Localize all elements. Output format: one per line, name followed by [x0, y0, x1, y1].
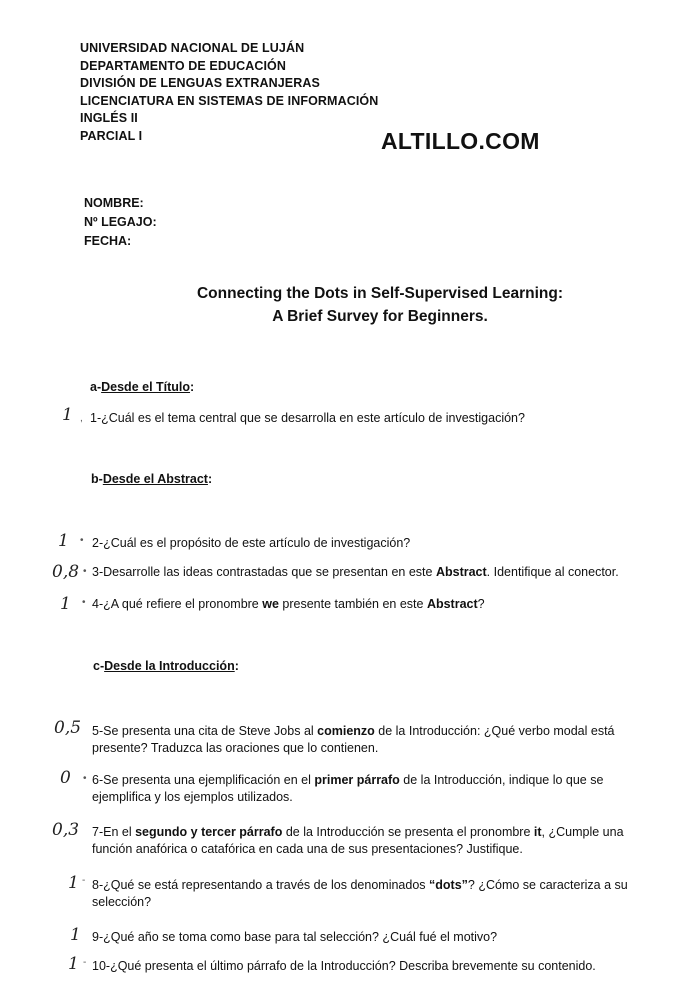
header-university: UNIVERSIDAD NACIONAL DE LUJÁN	[80, 41, 305, 55]
q6-line-2: ejemplifica y los ejemplos utilizados.	[92, 790, 293, 804]
section-c-prefix: c-	[93, 659, 105, 673]
q4-bold-we: we	[262, 597, 279, 611]
grade-mark-q7: 0,3	[52, 820, 80, 840]
q4-bold-abstract: Abstract	[426, 597, 478, 611]
q7-line-2: función anafórica o catafórica en cada una de sus presentaciones? Justifique.	[92, 842, 523, 856]
question-2: 2-¿Cuál es el propósito de este artículo de investigación?	[92, 536, 411, 550]
q5-bold-comienzo: comienzo	[317, 724, 375, 738]
check-tick: ,	[80, 413, 83, 424]
header-course: INGLÉS II	[80, 111, 138, 125]
grade-mark-q3: 0,8	[52, 562, 80, 582]
section-b-heading	[91, 472, 212, 486]
q5-line-2: presente? Traduzca las oraciones que lo contienen.	[92, 741, 379, 755]
grade-mark-q4: 1	[60, 594, 71, 614]
brand-logo-text: ALTILLO.COM	[381, 128, 540, 154]
field-fecha: FECHA:	[84, 234, 132, 248]
question-5	[92, 723, 615, 757]
q6-text-b: de la Introducción, indique lo que se	[399, 773, 604, 787]
q4-text-c: ?	[477, 597, 485, 611]
q7-text-c: , ¿Cumple una	[541, 825, 624, 839]
section-a-prefix: a-	[90, 380, 102, 394]
question-1: 1-¿Cuál es el tema central que se desarrolla en este artículo de investigación?	[90, 411, 525, 425]
q8-text-b: ? ¿Cómo se caracteriza a su	[467, 878, 628, 892]
question-10: 10-¿Qué presenta el último párrafo de la Introducción? Describa brevemente su contenido.	[92, 959, 596, 973]
section-b-label: Desde el Abstract	[102, 472, 208, 486]
section-a-label: Desde el Título	[101, 380, 191, 394]
field-nombre: NOMBRE:	[84, 196, 144, 210]
q3-bold-abstract: Abstract	[435, 565, 487, 579]
section-c-heading	[93, 659, 239, 673]
title-line-1: Connecting the Dots in Self-Supervised Learning:	[196, 285, 563, 302]
check-tick: -	[82, 875, 86, 886]
student-fields	[84, 194, 157, 251]
grade-mark-q6: 0	[60, 768, 71, 788]
check-tick: •	[83, 566, 87, 577]
section-a-suffix: :	[190, 380, 195, 394]
q5-text-b: de la Introducción: ¿Qué verbo modal está	[374, 724, 615, 738]
check-tick: •	[83, 773, 87, 784]
title-line-2: A Brief Survey for Beginners.	[272, 308, 488, 325]
question-6	[92, 772, 603, 806]
q7-line-1	[92, 824, 624, 841]
q3-text-a: 3-Desarrolle las ideas contrastadas que se presentan en este	[92, 565, 436, 579]
q4-text-b: presente también en este	[278, 597, 427, 611]
question-4	[92, 596, 485, 613]
section-b-prefix: b-	[91, 472, 103, 486]
field-legajo: Nº LEGAJO:	[84, 215, 157, 229]
question-9: 9-¿Qué año se toma como base para tal selección? ¿Cuál fué el motivo?	[92, 930, 498, 944]
check-tick: •	[80, 535, 84, 546]
q5-line-1	[92, 723, 615, 740]
article-title	[0, 282, 700, 328]
grade-mark-q10: 1	[68, 954, 79, 974]
section-a-heading	[90, 380, 194, 394]
question-3	[92, 564, 619, 581]
grade-mark-q2: 1	[58, 531, 69, 551]
check-tick: -	[83, 957, 87, 968]
section-b-suffix: :	[207, 472, 213, 486]
header-department: DEPARTAMENTO DE EDUCACIÓN	[80, 58, 286, 73]
q7-text-b: de la Introducción se presenta el pronombre	[282, 825, 534, 839]
header-division: DIVISIÓN DE LENGUAS EXTRANJERAS	[80, 76, 320, 90]
section-c-label: Desde la Introducción	[104, 659, 235, 673]
q3-text-b: . Identifique al conector.	[486, 565, 619, 579]
q8-line-1	[92, 877, 628, 894]
q5-text-a: 5-Se presenta una cita de Steve Jobs al	[92, 724, 318, 738]
header-degree: LICENCIATURA EN SISTEMAS DE INFORMACIÓN	[80, 93, 379, 108]
check-tick: •	[82, 597, 86, 608]
grade-mark-q8: 1	[68, 873, 79, 893]
q6-bold-primer-parrafo: primer párrafo	[314, 773, 400, 787]
q8-bold-dots: “dots”	[429, 878, 468, 892]
q4-text-a: 4-¿A qué refiere el pronombre	[92, 597, 263, 611]
q6-line-1	[92, 772, 603, 789]
q7-bold-it: it	[533, 825, 542, 839]
section-c-suffix: :	[234, 659, 239, 673]
q7-bold-parrafos: segundo y tercer párrafo	[135, 825, 283, 839]
question-8	[92, 877, 628, 911]
q7-text-a: 7-En el	[92, 825, 136, 839]
q8-text-a: 8-¿Qué se está representando a través de los denominados	[92, 878, 430, 892]
q8-line-2: selección?	[92, 895, 152, 909]
q6-text-a: 6-Se presenta una ejemplificación en el	[92, 773, 315, 787]
grade-mark-q5: 0,5	[54, 718, 82, 738]
grade-mark-q1: 1	[62, 405, 73, 425]
grade-mark-q9: 1	[70, 925, 81, 945]
header-exam: PARCIAL I	[80, 128, 143, 143]
question-7	[92, 824, 624, 858]
institution-header	[80, 40, 378, 145]
